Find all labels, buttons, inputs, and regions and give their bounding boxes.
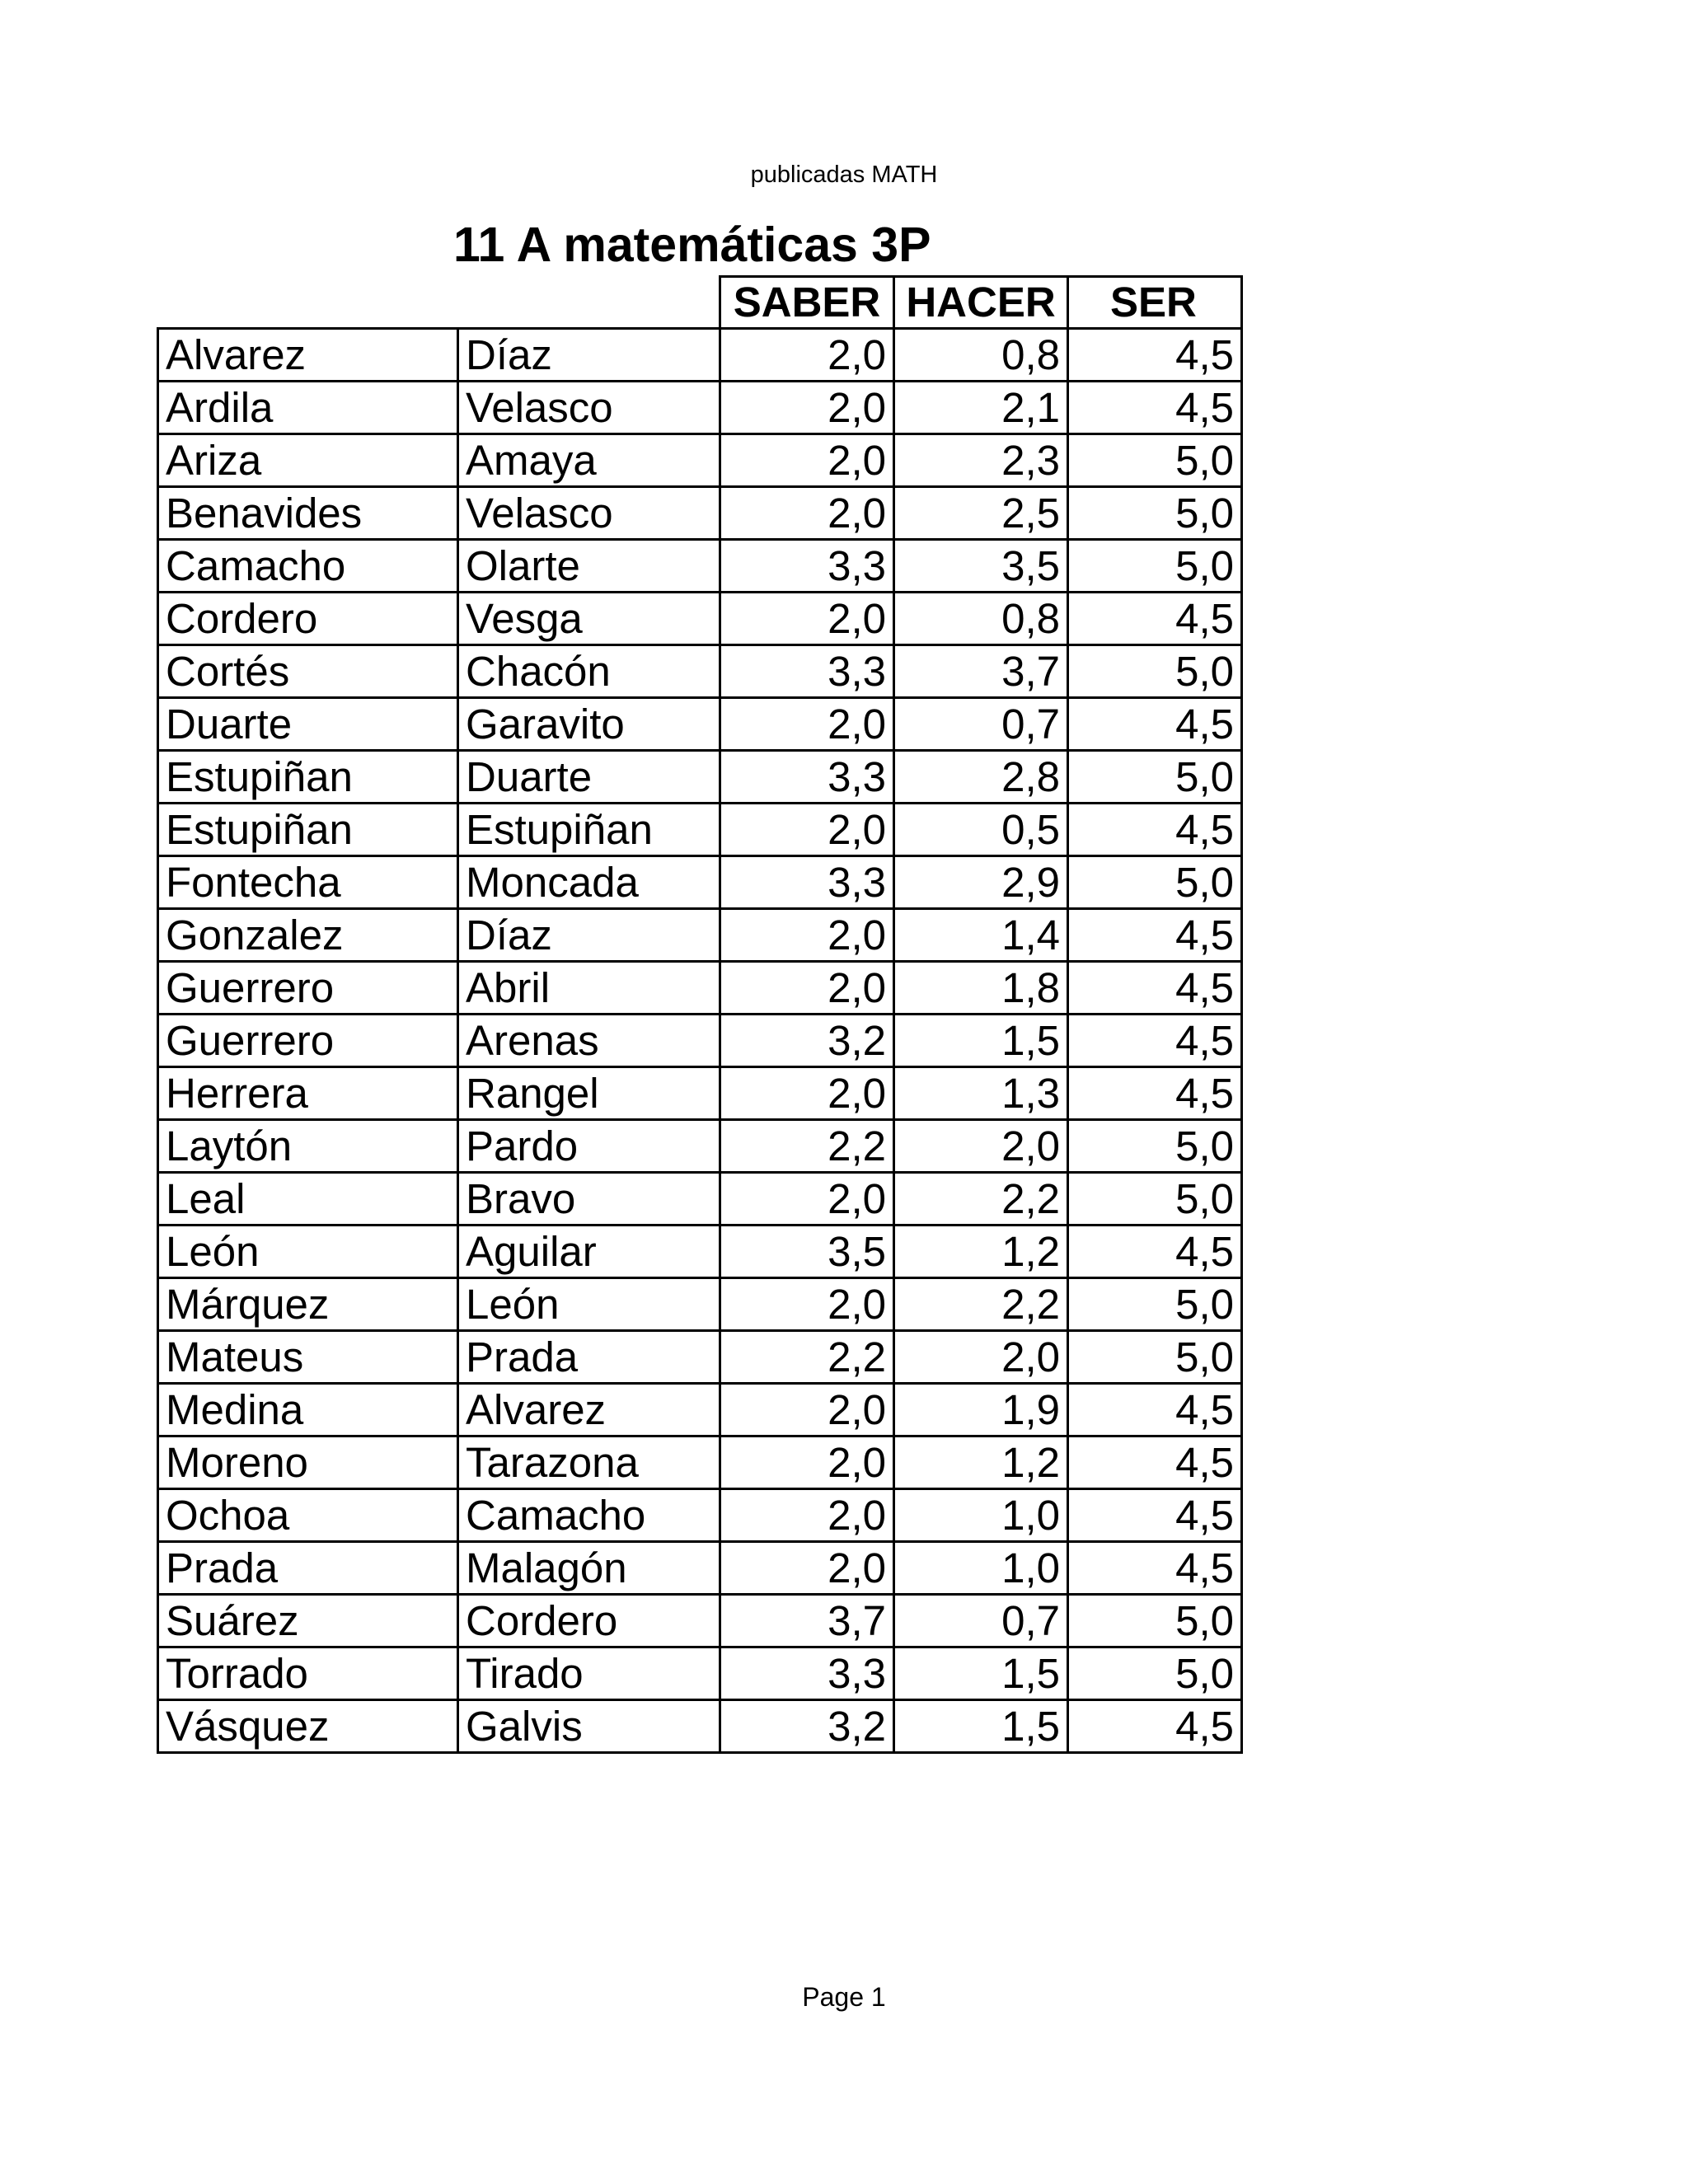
- table-row: [158, 804, 1242, 856]
- second-name-cell: Moncada: [458, 856, 720, 909]
- second-name-cell: León: [458, 1278, 720, 1331]
- hacer-cell: 2,5: [894, 487, 1068, 540]
- second-name-cell: Díaz: [458, 909, 720, 962]
- second-name-cell: Alvarez: [458, 1384, 720, 1436]
- saber-cell: 3,3: [720, 856, 894, 909]
- second-name-cell: Rangel: [458, 1067, 720, 1120]
- hacer-cell: 0,8: [894, 593, 1068, 645]
- last-name-cell: Ochoa: [158, 1489, 458, 1542]
- last-name-cell: Cortés: [158, 645, 458, 698]
- column-header-ser: SER: [1068, 277, 1242, 329]
- ser-cell: 4,5: [1068, 1015, 1242, 1067]
- second-name-cell: Estupiñan: [458, 804, 720, 856]
- hacer-cell: 1,0: [894, 1489, 1068, 1542]
- ser-cell: 4,5: [1068, 1067, 1242, 1120]
- second-name-cell: Chacón: [458, 645, 720, 698]
- last-name-cell: Benavides: [158, 487, 458, 540]
- hacer-cell: 2,2: [894, 1173, 1068, 1226]
- table-row: [158, 1120, 1242, 1173]
- ser-cell: 5,0: [1068, 1331, 1242, 1384]
- grades-table: [157, 275, 1243, 1754]
- saber-cell: 2,0: [720, 1489, 894, 1542]
- table-header-row: [158, 277, 1242, 329]
- table-row: [158, 645, 1242, 698]
- table-row: [158, 1647, 1242, 1700]
- table-row: [158, 751, 1242, 804]
- second-name-cell: Díaz: [458, 329, 720, 382]
- second-name-cell: Tirado: [458, 1647, 720, 1700]
- hacer-cell: 2,2: [894, 1278, 1068, 1331]
- table-row: [158, 1226, 1242, 1278]
- saber-cell: 2,0: [720, 698, 894, 751]
- saber-cell: 2,0: [720, 487, 894, 540]
- hacer-cell: 2,8: [894, 751, 1068, 804]
- hacer-cell: 2,0: [894, 1331, 1068, 1384]
- table-row: [158, 329, 1242, 382]
- ser-cell: 5,0: [1068, 1647, 1242, 1700]
- table-row: [158, 1700, 1242, 1753]
- ser-cell: 5,0: [1068, 1120, 1242, 1173]
- table-row: [158, 593, 1242, 645]
- second-name-cell: Bravo: [458, 1173, 720, 1226]
- saber-cell: 3,3: [720, 1647, 894, 1700]
- last-name-cell: Mateus: [158, 1331, 458, 1384]
- ser-cell: 5,0: [1068, 1278, 1242, 1331]
- ser-cell: 5,0: [1068, 856, 1242, 909]
- second-name-cell: Velasco: [458, 382, 720, 434]
- page-header: publicadas MATH: [750, 162, 938, 188]
- last-name-cell: Fontecha: [158, 856, 458, 909]
- saber-cell: 3,2: [720, 1700, 894, 1753]
- saber-cell: 2,0: [720, 804, 894, 856]
- second-name-cell: Garavito: [458, 698, 720, 751]
- table-row: [158, 1015, 1242, 1067]
- ser-cell: 4,5: [1068, 1226, 1242, 1278]
- table-row: [158, 1331, 1242, 1384]
- saber-cell: 2,0: [720, 909, 894, 962]
- column-header-last-name: [158, 277, 458, 329]
- ser-cell: 4,5: [1068, 1542, 1242, 1595]
- last-name-cell: Leal: [158, 1173, 458, 1226]
- hacer-cell: 0,8: [894, 329, 1068, 382]
- saber-cell: 3,2: [720, 1015, 894, 1067]
- table-row: [158, 856, 1242, 909]
- second-name-cell: Velasco: [458, 487, 720, 540]
- last-name-cell: Moreno: [158, 1436, 458, 1489]
- table-row: [158, 698, 1242, 751]
- column-header-hacer: HACER: [894, 277, 1068, 329]
- saber-cell: 2,0: [720, 1384, 894, 1436]
- hacer-cell: 3,7: [894, 645, 1068, 698]
- ser-cell: 4,5: [1068, 962, 1242, 1015]
- table-row: [158, 962, 1242, 1015]
- hacer-cell: 0,7: [894, 698, 1068, 751]
- last-name-cell: Herrera: [158, 1067, 458, 1120]
- hacer-cell: 2,3: [894, 434, 1068, 487]
- hacer-cell: 1,9: [894, 1384, 1068, 1436]
- saber-cell: 3,3: [720, 540, 894, 593]
- table-row: [158, 1542, 1242, 1595]
- last-name-cell: Ardila: [158, 382, 458, 434]
- ser-cell: 4,5: [1068, 909, 1242, 962]
- ser-cell: 5,0: [1068, 487, 1242, 540]
- second-name-cell: Olarte: [458, 540, 720, 593]
- last-name-cell: Estupiñan: [158, 804, 458, 856]
- saber-cell: 3,5: [720, 1226, 894, 1278]
- hacer-cell: 2,9: [894, 856, 1068, 909]
- last-name-cell: Prada: [158, 1542, 458, 1595]
- saber-cell: 2,2: [720, 1331, 894, 1384]
- hacer-cell: 1,2: [894, 1436, 1068, 1489]
- table-row: [158, 909, 1242, 962]
- ser-cell: 4,5: [1068, 1489, 1242, 1542]
- last-name-cell: Medina: [158, 1384, 458, 1436]
- saber-cell: 3,3: [720, 751, 894, 804]
- table-row: [158, 1595, 1242, 1647]
- column-header-second-name: [458, 277, 720, 329]
- hacer-cell: 2,1: [894, 382, 1068, 434]
- second-name-cell: Abril: [458, 962, 720, 1015]
- ser-cell: 4,5: [1068, 698, 1242, 751]
- last-name-cell: Gonzalez: [158, 909, 458, 962]
- table-body: [158, 329, 1242, 1753]
- saber-cell: 2,0: [720, 593, 894, 645]
- hacer-cell: 0,5: [894, 804, 1068, 856]
- last-name-cell: Guerrero: [158, 1015, 458, 1067]
- hacer-cell: 1,5: [894, 1015, 1068, 1067]
- hacer-cell: 1,8: [894, 962, 1068, 1015]
- ser-cell: 4,5: [1068, 382, 1242, 434]
- second-name-cell: Amaya: [458, 434, 720, 487]
- hacer-cell: 1,0: [894, 1542, 1068, 1595]
- last-name-cell: Camacho: [158, 540, 458, 593]
- table-row: [158, 1489, 1242, 1542]
- ser-cell: 4,5: [1068, 593, 1242, 645]
- ser-cell: 5,0: [1068, 751, 1242, 804]
- table-row: [158, 540, 1242, 593]
- table-row: [158, 434, 1242, 487]
- hacer-cell: 0,7: [894, 1595, 1068, 1647]
- last-name-cell: Duarte: [158, 698, 458, 751]
- ser-cell: 5,0: [1068, 1173, 1242, 1226]
- last-name-cell: Márquez: [158, 1278, 458, 1331]
- table-row: [158, 1384, 1242, 1436]
- last-name-cell: Ariza: [158, 434, 458, 487]
- saber-cell: 2,0: [720, 962, 894, 1015]
- hacer-cell: 2,0: [894, 1120, 1068, 1173]
- column-header-saber: SABER: [720, 277, 894, 329]
- hacer-cell: 1,5: [894, 1700, 1068, 1753]
- second-name-cell: Duarte: [458, 751, 720, 804]
- last-name-cell: Guerrero: [158, 962, 458, 1015]
- saber-cell: 2,2: [720, 1120, 894, 1173]
- last-name-cell: Cordero: [158, 593, 458, 645]
- second-name-cell: Camacho: [458, 1489, 720, 1542]
- second-name-cell: Vesga: [458, 593, 720, 645]
- table-row: [158, 1278, 1242, 1331]
- second-name-cell: Aguilar: [458, 1226, 720, 1278]
- saber-cell: 2,0: [720, 1278, 894, 1331]
- saber-cell: 2,0: [720, 1542, 894, 1595]
- hacer-cell: 1,3: [894, 1067, 1068, 1120]
- saber-cell: 2,0: [720, 329, 894, 382]
- last-name-cell: Torrado: [158, 1647, 458, 1700]
- second-name-cell: Prada: [458, 1331, 720, 1384]
- last-name-cell: Suárez: [158, 1595, 458, 1647]
- hacer-cell: 1,2: [894, 1226, 1068, 1278]
- last-name-cell: Vásquez: [158, 1700, 458, 1753]
- table-row: [158, 1436, 1242, 1489]
- saber-cell: 2,0: [720, 1173, 894, 1226]
- page-footer: Page 1: [802, 1982, 886, 2012]
- second-name-cell: Pardo: [458, 1120, 720, 1173]
- saber-cell: 3,3: [720, 645, 894, 698]
- last-name-cell: Alvarez: [158, 329, 458, 382]
- hacer-cell: 1,4: [894, 909, 1068, 962]
- second-name-cell: Cordero: [458, 1595, 720, 1647]
- second-name-cell: Arenas: [458, 1015, 720, 1067]
- saber-cell: 2,0: [720, 1067, 894, 1120]
- ser-cell: 4,5: [1068, 1700, 1242, 1753]
- ser-cell: 4,5: [1068, 1384, 1242, 1436]
- ser-cell: 4,5: [1068, 1436, 1242, 1489]
- table-row: [158, 1067, 1242, 1120]
- ser-cell: 5,0: [1068, 1595, 1242, 1647]
- saber-cell: 2,0: [720, 382, 894, 434]
- ser-cell: 5,0: [1068, 434, 1242, 487]
- ser-cell: 4,5: [1068, 804, 1242, 856]
- hacer-cell: 3,5: [894, 540, 1068, 593]
- ser-cell: 4,5: [1068, 329, 1242, 382]
- saber-cell: 2,0: [720, 434, 894, 487]
- saber-cell: 3,7: [720, 1595, 894, 1647]
- saber-cell: 2,0: [720, 1436, 894, 1489]
- table-row: [158, 487, 1242, 540]
- ser-cell: 5,0: [1068, 540, 1242, 593]
- second-name-cell: Malagón: [458, 1542, 720, 1595]
- second-name-cell: Galvis: [458, 1700, 720, 1753]
- last-name-cell: Estupiñan: [158, 751, 458, 804]
- last-name-cell: León: [158, 1226, 458, 1278]
- table-row: [158, 1173, 1242, 1226]
- ser-cell: 5,0: [1068, 645, 1242, 698]
- second-name-cell: Tarazona: [458, 1436, 720, 1489]
- last-name-cell: Laytón: [158, 1120, 458, 1173]
- sheet-title: 11 A matemáticas 3P: [453, 218, 931, 272]
- hacer-cell: 1,5: [894, 1647, 1068, 1700]
- table-row: [158, 382, 1242, 434]
